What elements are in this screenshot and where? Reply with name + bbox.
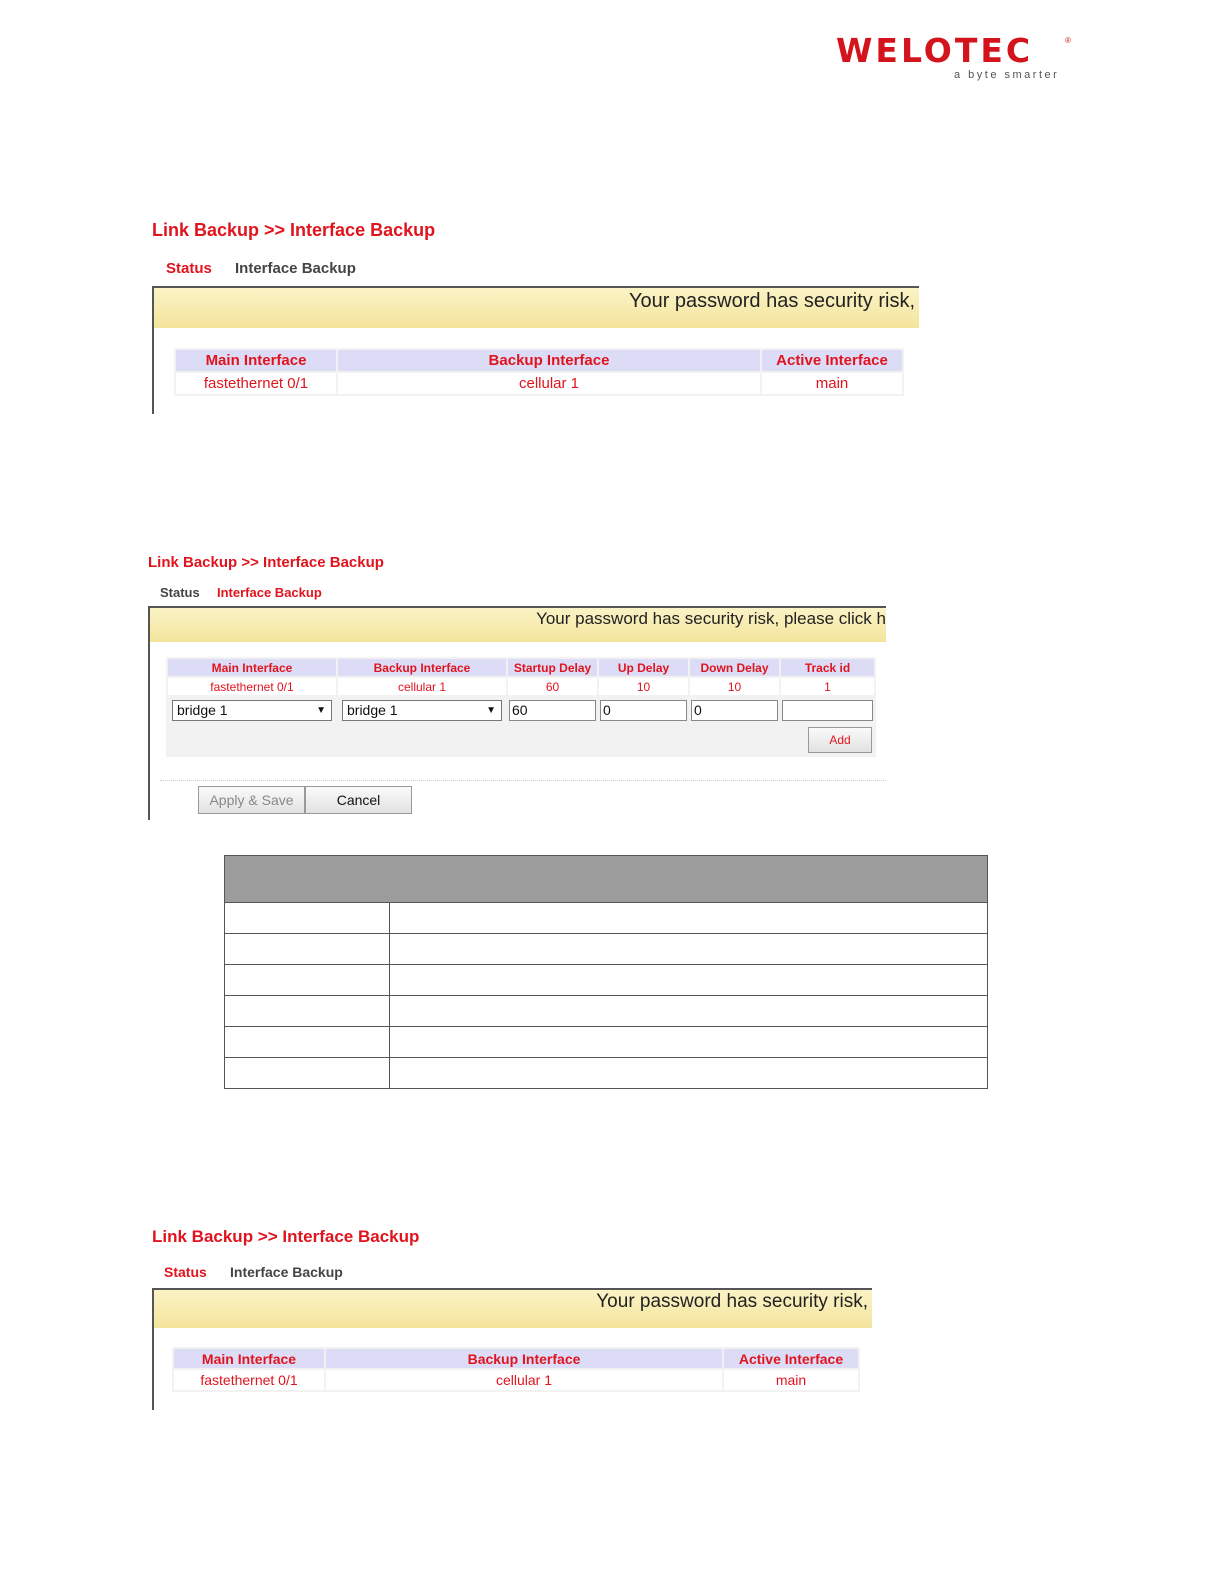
- add-row: [168, 725, 874, 755]
- security-warning-banner[interactable]: Your password has security risk,: [154, 288, 919, 328]
- content-frame: [148, 606, 886, 820]
- table-row: [225, 996, 988, 1027]
- table-cell: [225, 1027, 390, 1058]
- logo-wordmark: WELOTEC: [836, 31, 1034, 70]
- backup-interface-select[interactable]: [342, 700, 502, 721]
- col-backup-interface: Backup Interface: [338, 659, 506, 676]
- cell-backup-interface: cellular 1: [338, 678, 506, 695]
- table-row: [168, 678, 874, 695]
- col-active-interface: Active Interface: [762, 350, 902, 371]
- tab-status[interactable]: Status: [160, 585, 200, 600]
- dropdown-arrow-icon: ▼: [486, 704, 496, 716]
- col-main-interface: Main Interface: [168, 659, 336, 676]
- col-active-interface: Active Interface: [724, 1349, 858, 1368]
- page-title: Link Backup >> Interface Backup: [152, 1227, 420, 1246]
- cell-backup-interface: cellular 1: [326, 1370, 722, 1390]
- screenshot-status-2: [152, 1227, 874, 1412]
- content-frame: [152, 286, 919, 414]
- col-startup-delay: Startup Delay: [508, 659, 597, 676]
- startup-delay-cell: [508, 697, 597, 723]
- tab-interface-backup[interactable]: Interface Backup: [235, 260, 356, 277]
- table-row: [225, 965, 988, 996]
- table-cell: [225, 903, 390, 934]
- table-cell: [390, 965, 988, 996]
- cell-up-delay: 10: [599, 678, 688, 695]
- up-delay-input[interactable]: 0: [600, 700, 687, 721]
- cell-active-interface: main: [762, 373, 902, 394]
- tab-interface-backup[interactable]: Interface Backup: [230, 1264, 343, 1280]
- screenshot-interface-backup-config: [148, 552, 888, 822]
- table-cell: [390, 996, 988, 1027]
- backup-interface-value: bridge 1: [347, 701, 398, 718]
- tab-interface-backup[interactable]: Interface Backup: [217, 585, 322, 600]
- welotec-logo: [836, 31, 1076, 84]
- down-delay-input[interactable]: 0: [691, 700, 778, 721]
- track-id-cell: [781, 697, 874, 723]
- page-title: Link Backup >> Interface Backup: [152, 220, 436, 240]
- table-cell: [390, 934, 988, 965]
- table-row: [225, 1058, 988, 1089]
- cell-startup-delay: 60: [508, 678, 597, 695]
- logo-registered-mark: ®: [1065, 36, 1071, 45]
- security-warning-banner[interactable]: Your password has security risk,: [154, 1290, 872, 1328]
- startup-delay-input[interactable]: 60: [509, 700, 596, 721]
- add-row-cell: [168, 725, 874, 755]
- table-header-row: [174, 1349, 858, 1368]
- input-row: [168, 697, 874, 723]
- interface-backup-table: [166, 657, 876, 757]
- status-table: [172, 1347, 860, 1392]
- table-cell: [225, 1058, 390, 1089]
- table-cell: [225, 965, 390, 996]
- table-row: [176, 373, 902, 394]
- screenshot-status-1: [152, 220, 922, 415]
- col-backup-interface: Backup Interface: [326, 1349, 722, 1368]
- table-header-row: [176, 350, 902, 371]
- security-warning-banner[interactable]: Your password has security risk, please click h: [150, 608, 886, 642]
- table-cell: [390, 903, 988, 934]
- main-interface-select[interactable]: [172, 700, 332, 721]
- down-delay-cell: [690, 697, 779, 723]
- cell-main-interface: fastethernet 0/1: [168, 678, 336, 695]
- add-button[interactable]: Add: [808, 727, 872, 753]
- tab-status[interactable]: Status: [164, 1264, 207, 1280]
- main-interface-cell: [168, 697, 336, 723]
- table-cell: [390, 1027, 988, 1058]
- apply-save-button[interactable]: Apply & Save: [198, 786, 305, 814]
- table-cell: [390, 1058, 988, 1089]
- track-id-input[interactable]: [782, 700, 873, 721]
- col-down-delay: Down Delay: [690, 659, 779, 676]
- content-frame: [152, 1288, 872, 1410]
- table-header-row: [225, 856, 988, 903]
- parameter-table: [224, 855, 988, 1089]
- table-cell: [225, 934, 390, 965]
- col-main-interface: Main Interface: [176, 350, 336, 371]
- cell-track-id: 1: [781, 678, 874, 695]
- table-cell: [225, 996, 390, 1027]
- col-main-interface: Main Interface: [174, 1349, 324, 1368]
- cell-main-interface: fastethernet 0/1: [174, 1370, 324, 1390]
- cell-main-interface: fastethernet 0/1: [176, 373, 336, 394]
- cell-backup-interface: cellular 1: [338, 373, 760, 394]
- table-row: [225, 1027, 988, 1058]
- divider: [160, 780, 886, 781]
- up-delay-cell: [599, 697, 688, 723]
- dropdown-arrow-icon: ▼: [316, 704, 326, 716]
- col-track-id: Track id: [781, 659, 874, 676]
- table-header: [225, 856, 988, 903]
- table-header-row: [168, 659, 874, 676]
- table-row: [174, 1370, 858, 1390]
- table-row: [225, 934, 988, 965]
- table-row: [225, 903, 988, 934]
- logo-tagline: a byte smarter: [954, 69, 1060, 81]
- tab-status[interactable]: Status: [166, 260, 212, 277]
- main-interface-value: bridge 1: [177, 701, 228, 718]
- page-title: Link Backup >> Interface Backup: [148, 554, 384, 571]
- status-table: [174, 348, 904, 396]
- cancel-button[interactable]: Cancel: [305, 786, 412, 814]
- backup-interface-cell: [338, 697, 506, 723]
- col-up-delay: Up Delay: [599, 659, 688, 676]
- cell-active-interface: main: [724, 1370, 858, 1390]
- cell-down-delay: 10: [690, 678, 779, 695]
- col-backup-interface: Backup Interface: [338, 350, 760, 371]
